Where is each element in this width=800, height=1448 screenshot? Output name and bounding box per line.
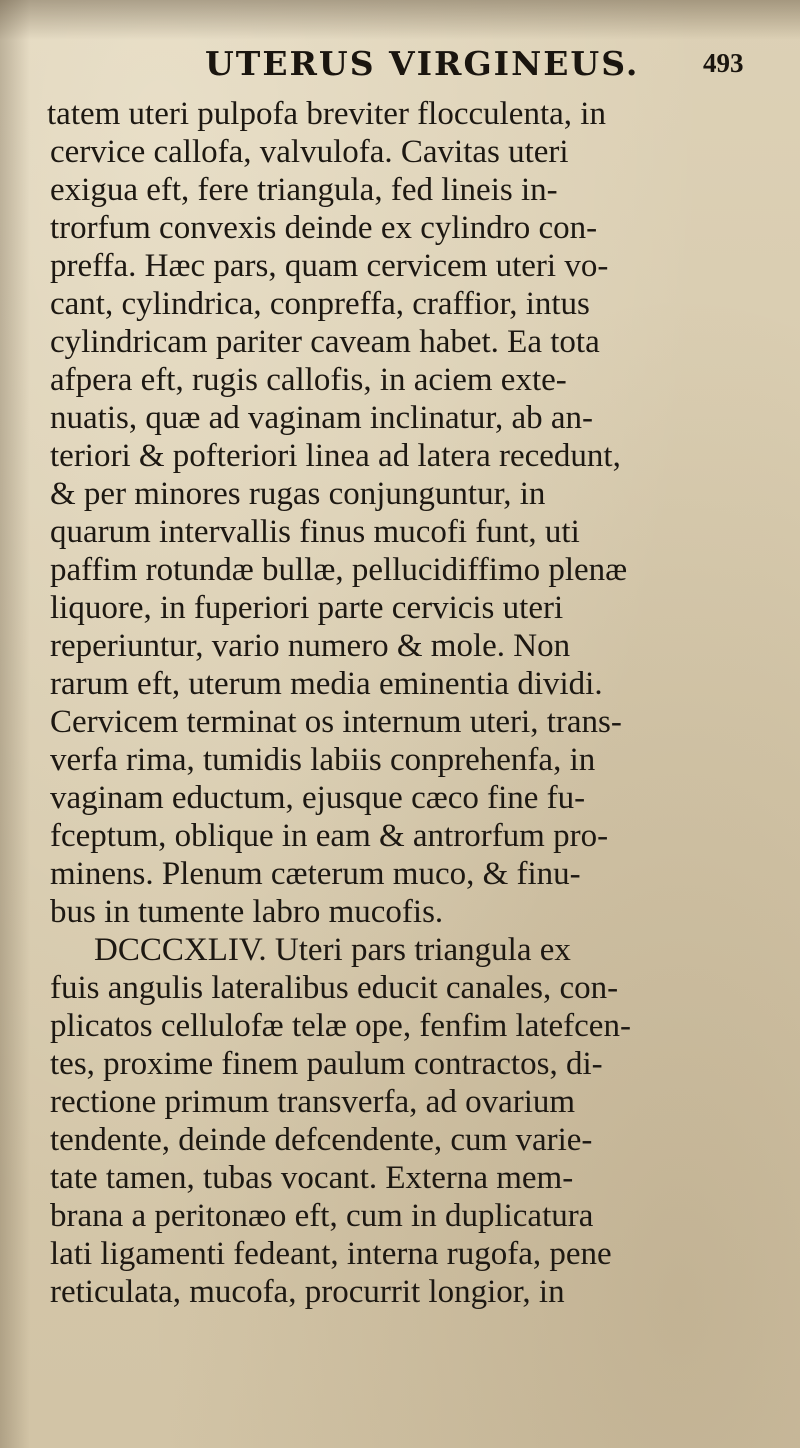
text-line: vaginam eductum, ejusque cæco fine fu- [50,780,586,816]
text-line: exigua eft, fere triangula, fed lineis in- [50,172,558,208]
text-line: plicatos cellulofæ telæ ope, fenfim latefcen- [50,1008,631,1044]
text-line: tes, proxime finem paulum contractos, di- [50,1046,603,1082]
text-line: lati ligamenti fedeant, interna rugofa, pene [50,1236,612,1272]
text-line: brana a peritonæo eft, cum in duplicatura [50,1198,594,1234]
text-line: verfa rima, tumidis labiis conprehenfa, in [50,742,596,778]
text-line: teriori & pofteriori linea ad latera recedunt, [50,438,621,474]
text-line: trorfum convexis deinde ex cylindro con- [50,210,598,246]
text-line: rarum eft, uterum media eminentia dividi. [50,666,603,702]
text-line: tendente, deinde defcendente, cum varie- [50,1122,593,1158]
running-head: UTERUS VIRGINEUS. [205,44,640,83]
text-line: cervice callofa, valvulofa. Cavitas uteri [50,134,569,170]
text-line: minens. Plenum cæterum muco, & finu- [50,856,581,892]
text-line: bus in tumente labro mucofis. [50,894,444,930]
text-line: & per minores rugas conjunguntur, in [50,476,546,512]
text-line: paffim rotundæ bullæ, pellucidiffimo plenæ [50,552,628,588]
text-line: quarum intervallis finus mucofi funt, uti [50,514,580,550]
page-header [205,44,765,88]
text-line: reperiuntur, vario numero & mole. Non [50,628,571,664]
text-line: fceptum, oblique in eam & antrorfum pro- [50,818,609,854]
text-line: afpera eft, rugis callofis, in aciem exte- [50,362,567,398]
page-gutter-shadow [0,0,30,1448]
text-line: liquore, in fuperiori parte cervicis uteri [50,590,564,626]
text-line: fuis angulis lateralibus educit canales, con- [50,970,619,1006]
text-line: preffa. Hæc pars, quam cervicem uteri vo- [50,248,609,284]
text-line: reticulata, mucofa, procurrit longior, in [50,1274,565,1310]
section-heading-line: DCCCXLIV. Uteri pars triangula ex [94,932,571,968]
text-line: tatem uteri pulpofa breviter flocculenta, in [47,96,606,132]
text-line: tate tamen, tubas vocant. Externa mem- [50,1160,574,1196]
text-line: rectione primum transverfa, ad ovarium [50,1084,576,1120]
page-number: 493 [703,48,744,78]
page-top-shadow [0,0,800,40]
text-line: cylindricam pariter caveam habet. Ea tota [50,324,600,360]
text-line: nuatis, quæ ad vaginam inclinatur, ab an- [50,400,594,436]
text-line: Cervicem terminat os internum uteri, trans- [50,704,622,740]
text-line: cant, cylindrica, conpreffa, craffior, intus [50,286,590,322]
